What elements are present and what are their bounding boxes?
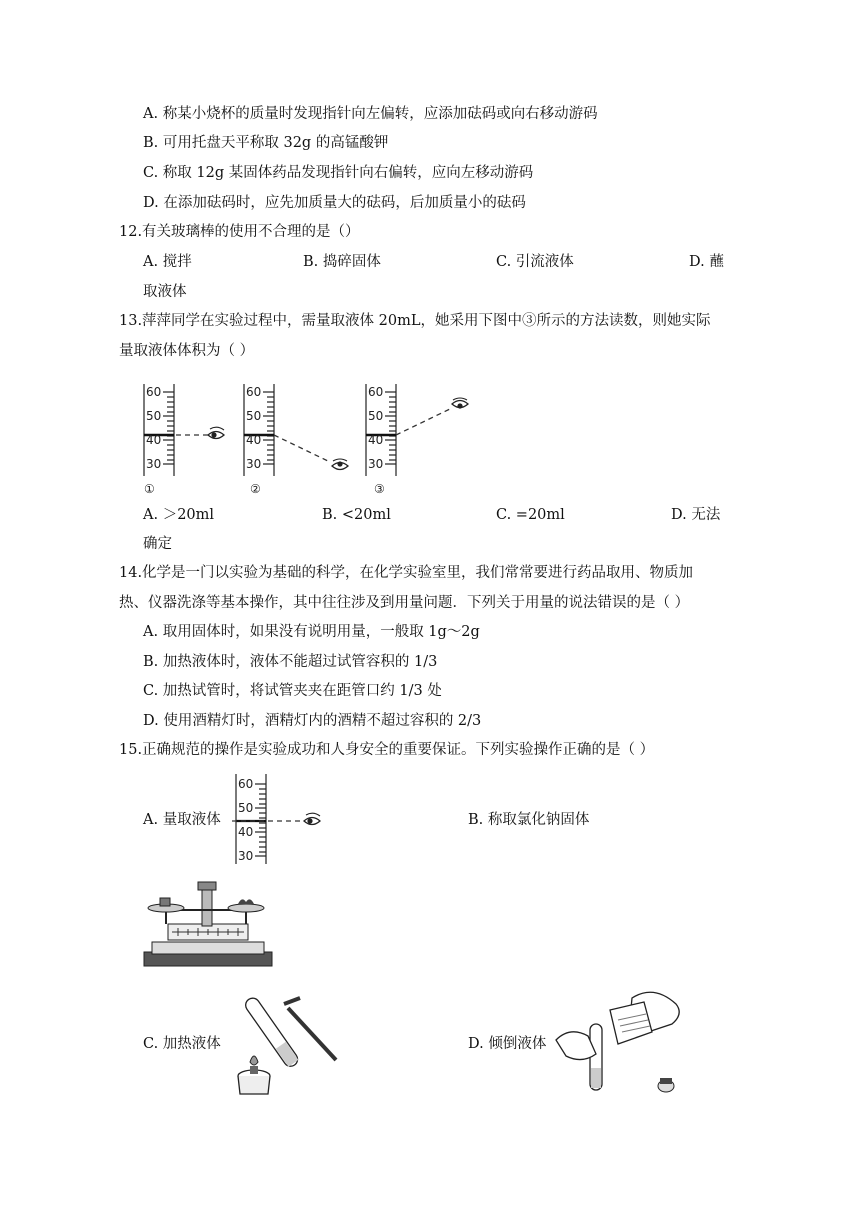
eye-icon — [332, 459, 348, 470]
tick-label-40: 40 — [238, 825, 254, 839]
tick-label-40: 40 — [246, 433, 262, 447]
figure-marker-1: ① — [144, 482, 155, 496]
heating-liquid-illustration — [228, 990, 340, 1100]
tick-label-60: 60 — [238, 777, 254, 791]
q15-option-c: C. 加热液体 — [143, 1036, 221, 1052]
tick-label-30: 30 — [246, 457, 262, 471]
q15-option-b: B. 称取氯化钠固体 — [468, 812, 590, 828]
q13-option-d: D. 无法 — [671, 507, 721, 523]
tick-label-40: 40 — [368, 433, 384, 447]
tick-label-30: 30 — [146, 457, 162, 471]
q12-option-a: A. 搅拌 — [143, 254, 192, 270]
q13-stem-line2: 量取液体体积为（ ） — [119, 343, 255, 359]
balance-scale-illustration — [138, 880, 278, 972]
q13-option-d-continued: 确定 — [143, 536, 172, 552]
q12-stem: 12.有关玻璃棒的使用不合理的是（） — [119, 224, 360, 240]
q11-option-d: D. 在添加砝码时，应先加质量大的砝码，后加质量小的砝码 — [143, 195, 526, 211]
tick-label-60: 60 — [246, 385, 262, 399]
figure-marker-2: ② — [250, 482, 261, 496]
q12-option-b: B. 捣碎固体 — [303, 254, 381, 270]
tick-label-40: 40 — [146, 433, 162, 447]
q12-option-d: D. 蘸 — [689, 254, 724, 270]
tick-label-50: 50 — [368, 409, 384, 423]
eye-icon — [452, 398, 468, 409]
q14-option-b: B. 加热液体时，液体不能超过试管容积的 1/3 — [143, 654, 438, 670]
q13-option-b: B. <20ml — [322, 507, 391, 523]
eye-icon — [208, 427, 224, 438]
q15-option-a: A. 量取液体 — [143, 812, 221, 828]
cylinder-1 — [144, 384, 224, 496]
q13-option-a: A. ＞20ml — [143, 507, 215, 523]
q14-option-a: A. 取用固体时，如果没有说明用量，一般取 1g～2g — [143, 624, 480, 640]
q14-stem-line2: 热、仪器洗涤等基本操作，其中往往涉及到用量问题．下列关于用量的说法错误的是（ ） — [119, 595, 690, 611]
q15-option-d: D. 倾倒液体 — [468, 1036, 547, 1052]
tick-label-50: 50 — [246, 409, 262, 423]
q13-cylinder-figure — [138, 378, 478, 498]
tick-label-50: 50 — [146, 409, 162, 423]
q14-option-d: D. 使用酒精灯时，酒精灯内的酒精不超过容积的 2/3 — [143, 713, 482, 729]
q13-option-c: C. =20ml — [496, 507, 565, 523]
tick-label-30: 30 — [368, 457, 384, 471]
tick-label-30: 30 — [238, 849, 254, 863]
q12-option-d-continued: 取液体 — [143, 284, 187, 300]
tick-label-60: 60 — [146, 385, 162, 399]
figure-marker-3: ③ — [374, 482, 385, 496]
tick-label-60: 60 — [368, 385, 384, 399]
q15-graduated-cylinder-figure — [230, 770, 330, 870]
q11-option-a: A. 称某小烧杯的质量时发现指针向左偏转，应添加砝码或向右移动游码 — [143, 106, 598, 122]
pouring-liquid-illustration — [550, 980, 690, 1100]
eye-icon — [304, 813, 320, 824]
q12-option-c: C. 引流液体 — [496, 254, 574, 270]
q14-stem-line1: 14.化学是一门以实验为基础的科学，在化学实验室里，我们常常要进行药品取用、物质加 — [119, 565, 694, 581]
q13-stem-line1: 13.萍萍同学在实验过程中，需量取液体 20mL，她采用下图中③所示的方法读数，则她实际 — [119, 313, 711, 329]
tick-label-50: 50 — [238, 801, 254, 815]
q11-option-c: C. 称取 12g 某固体药品发现指针向右偏转，应向左移动游码 — [143, 165, 534, 181]
q15-stem: 15.正确规范的操作是实验成功和人身安全的重要保证。下列实验操作正确的是（ ） — [119, 742, 655, 758]
q11-option-b: B. 可用托盘天平称取 32g 的高锰酸钾 — [143, 135, 389, 151]
cylinder-2 — [244, 384, 348, 496]
q14-option-c: C. 加热试管时，将试管夹夹在距管口约 1/3 处 — [143, 683, 442, 699]
cylinder-3 — [366, 384, 468, 496]
